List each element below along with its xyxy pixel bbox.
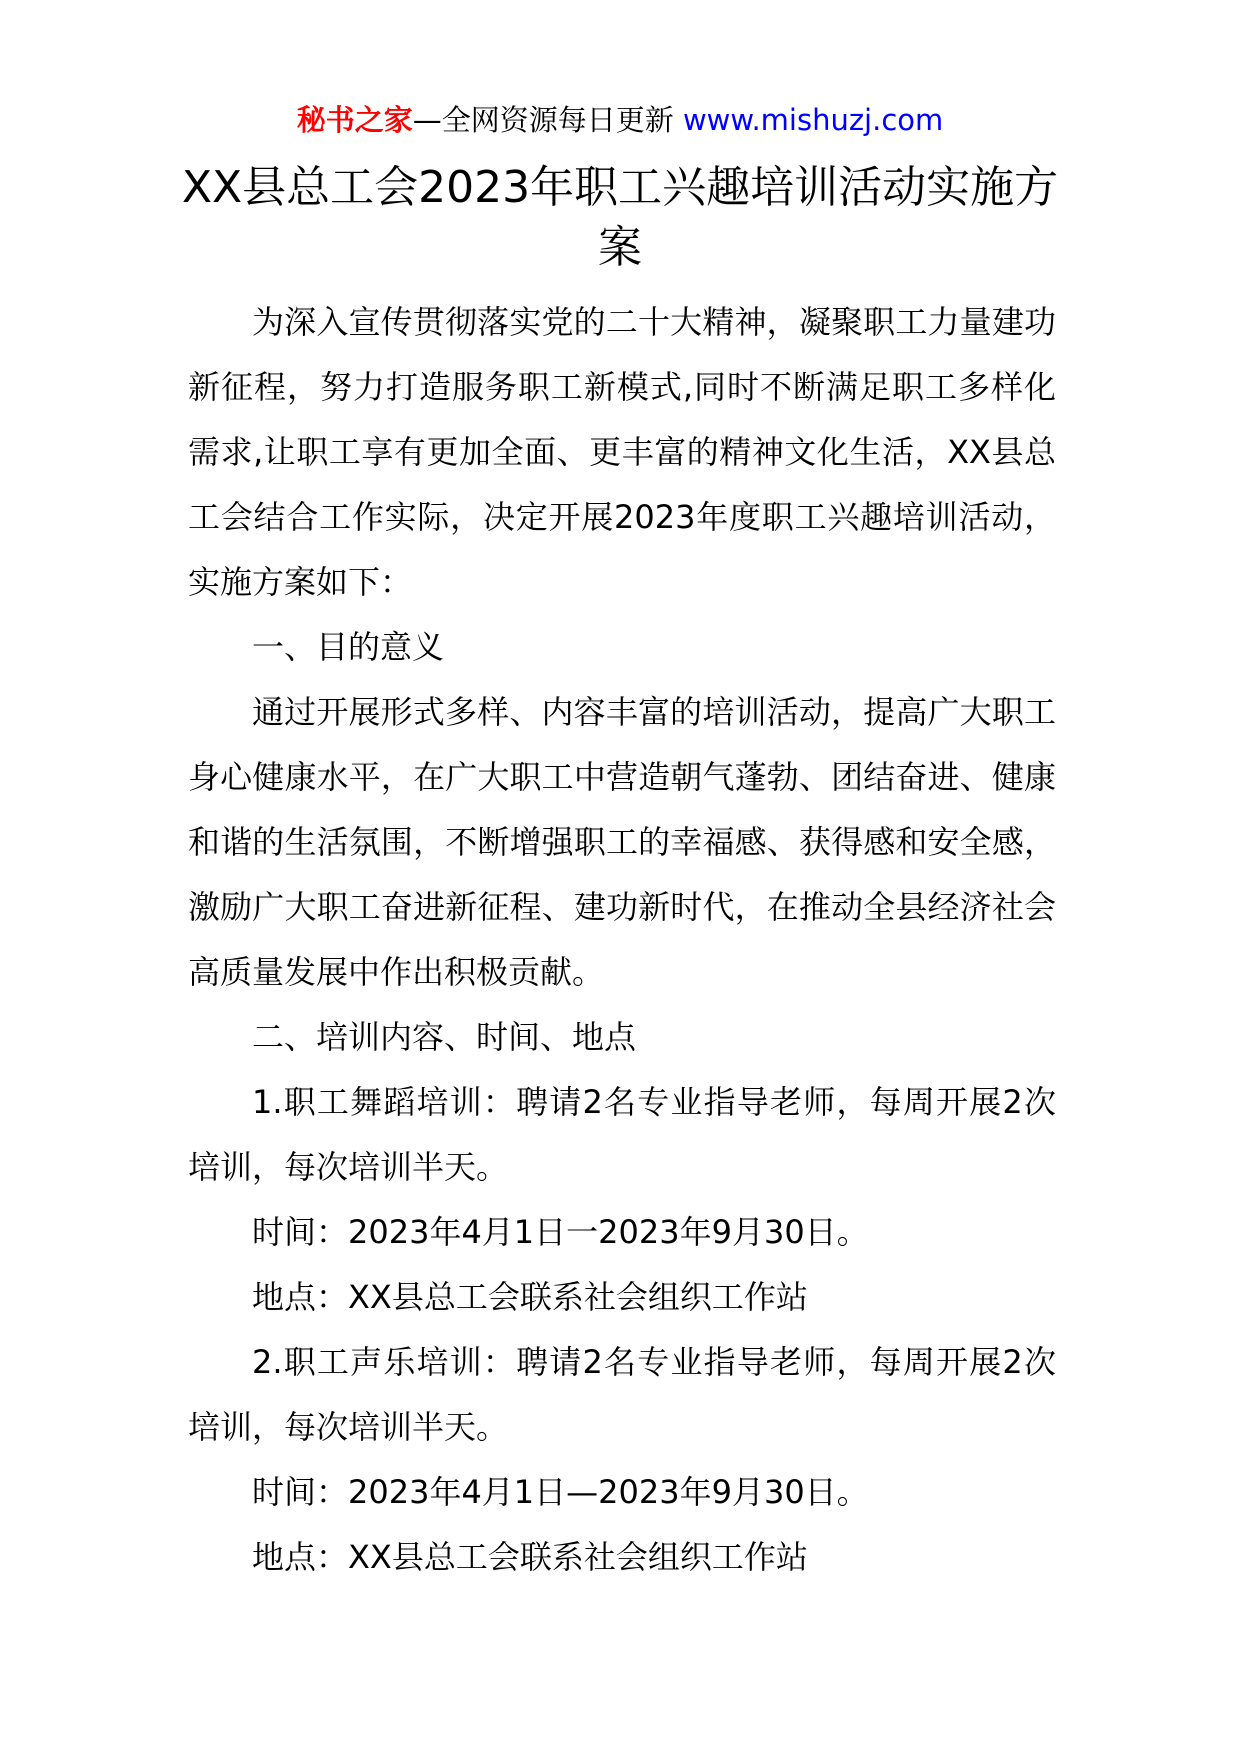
dance-location-line: 地点：XX县总工会联系社会组织工作站 (252, 1278, 808, 1316)
site-url-link[interactable]: www.mishuzj.com (682, 103, 944, 137)
section-heading-content: 二、培训内容、时间、地点 (252, 1018, 637, 1056)
intro-paragraph: 为深入宣传贯彻落实党的二十大精神，凝聚职工力量建功新征程，努力打造服务职工新模式,同时不断满足职工多样化需求,让职工享有更加全面、更丰富的精神文化生活，XX县总工会结合工作实际，决定开展2023年度职工兴趣培训活动，实施方案如下： (188, 303, 1056, 601)
vocal-location-line: 地点：XX县总工会联系社会组织工作站 (252, 1538, 808, 1576)
purpose-paragraph: 通过开展形式多样、内容丰富的培训活动，提高广大职工身心健康水平，在广大职工中营造朝气蓬勃、团结奋进、健康和谐的生活氛围，不断增强职工的幸福感、获得感和安全感，激励广大职工奋进新征程、建功新时代，在推动全县经济社会高质量发展中作出积极贡献。 (188, 693, 1056, 991)
dance-time-line: 时间：2023年4月1日一2023年9月30日。 (252, 1213, 869, 1251)
vocal-training-paragraph: 2.职工声乐培训：聘请2名专业指导老师，每周开展2次培训，每次培训半天。 (188, 1343, 1056, 1446)
dance-training-paragraph: 1.职工舞蹈培训：聘请2名专业指导老师，每周开展2次培训，每次培训半天。 (188, 1083, 1056, 1186)
vocal-time-line: 时间：2023年4月1日—2023年9月30日。 (252, 1473, 869, 1511)
section-heading-purpose: 一、目的意义 (252, 628, 445, 666)
document-title: XX县总工会2023年职工兴趣培训活动实施方案 (181, 162, 1059, 273)
brand-name: 秘书之家 (296, 103, 413, 137)
document-body (188, 290, 1056, 1590)
site-header (0, 100, 1240, 140)
header-tagline: —全网资源每日更新 (412, 103, 683, 137)
